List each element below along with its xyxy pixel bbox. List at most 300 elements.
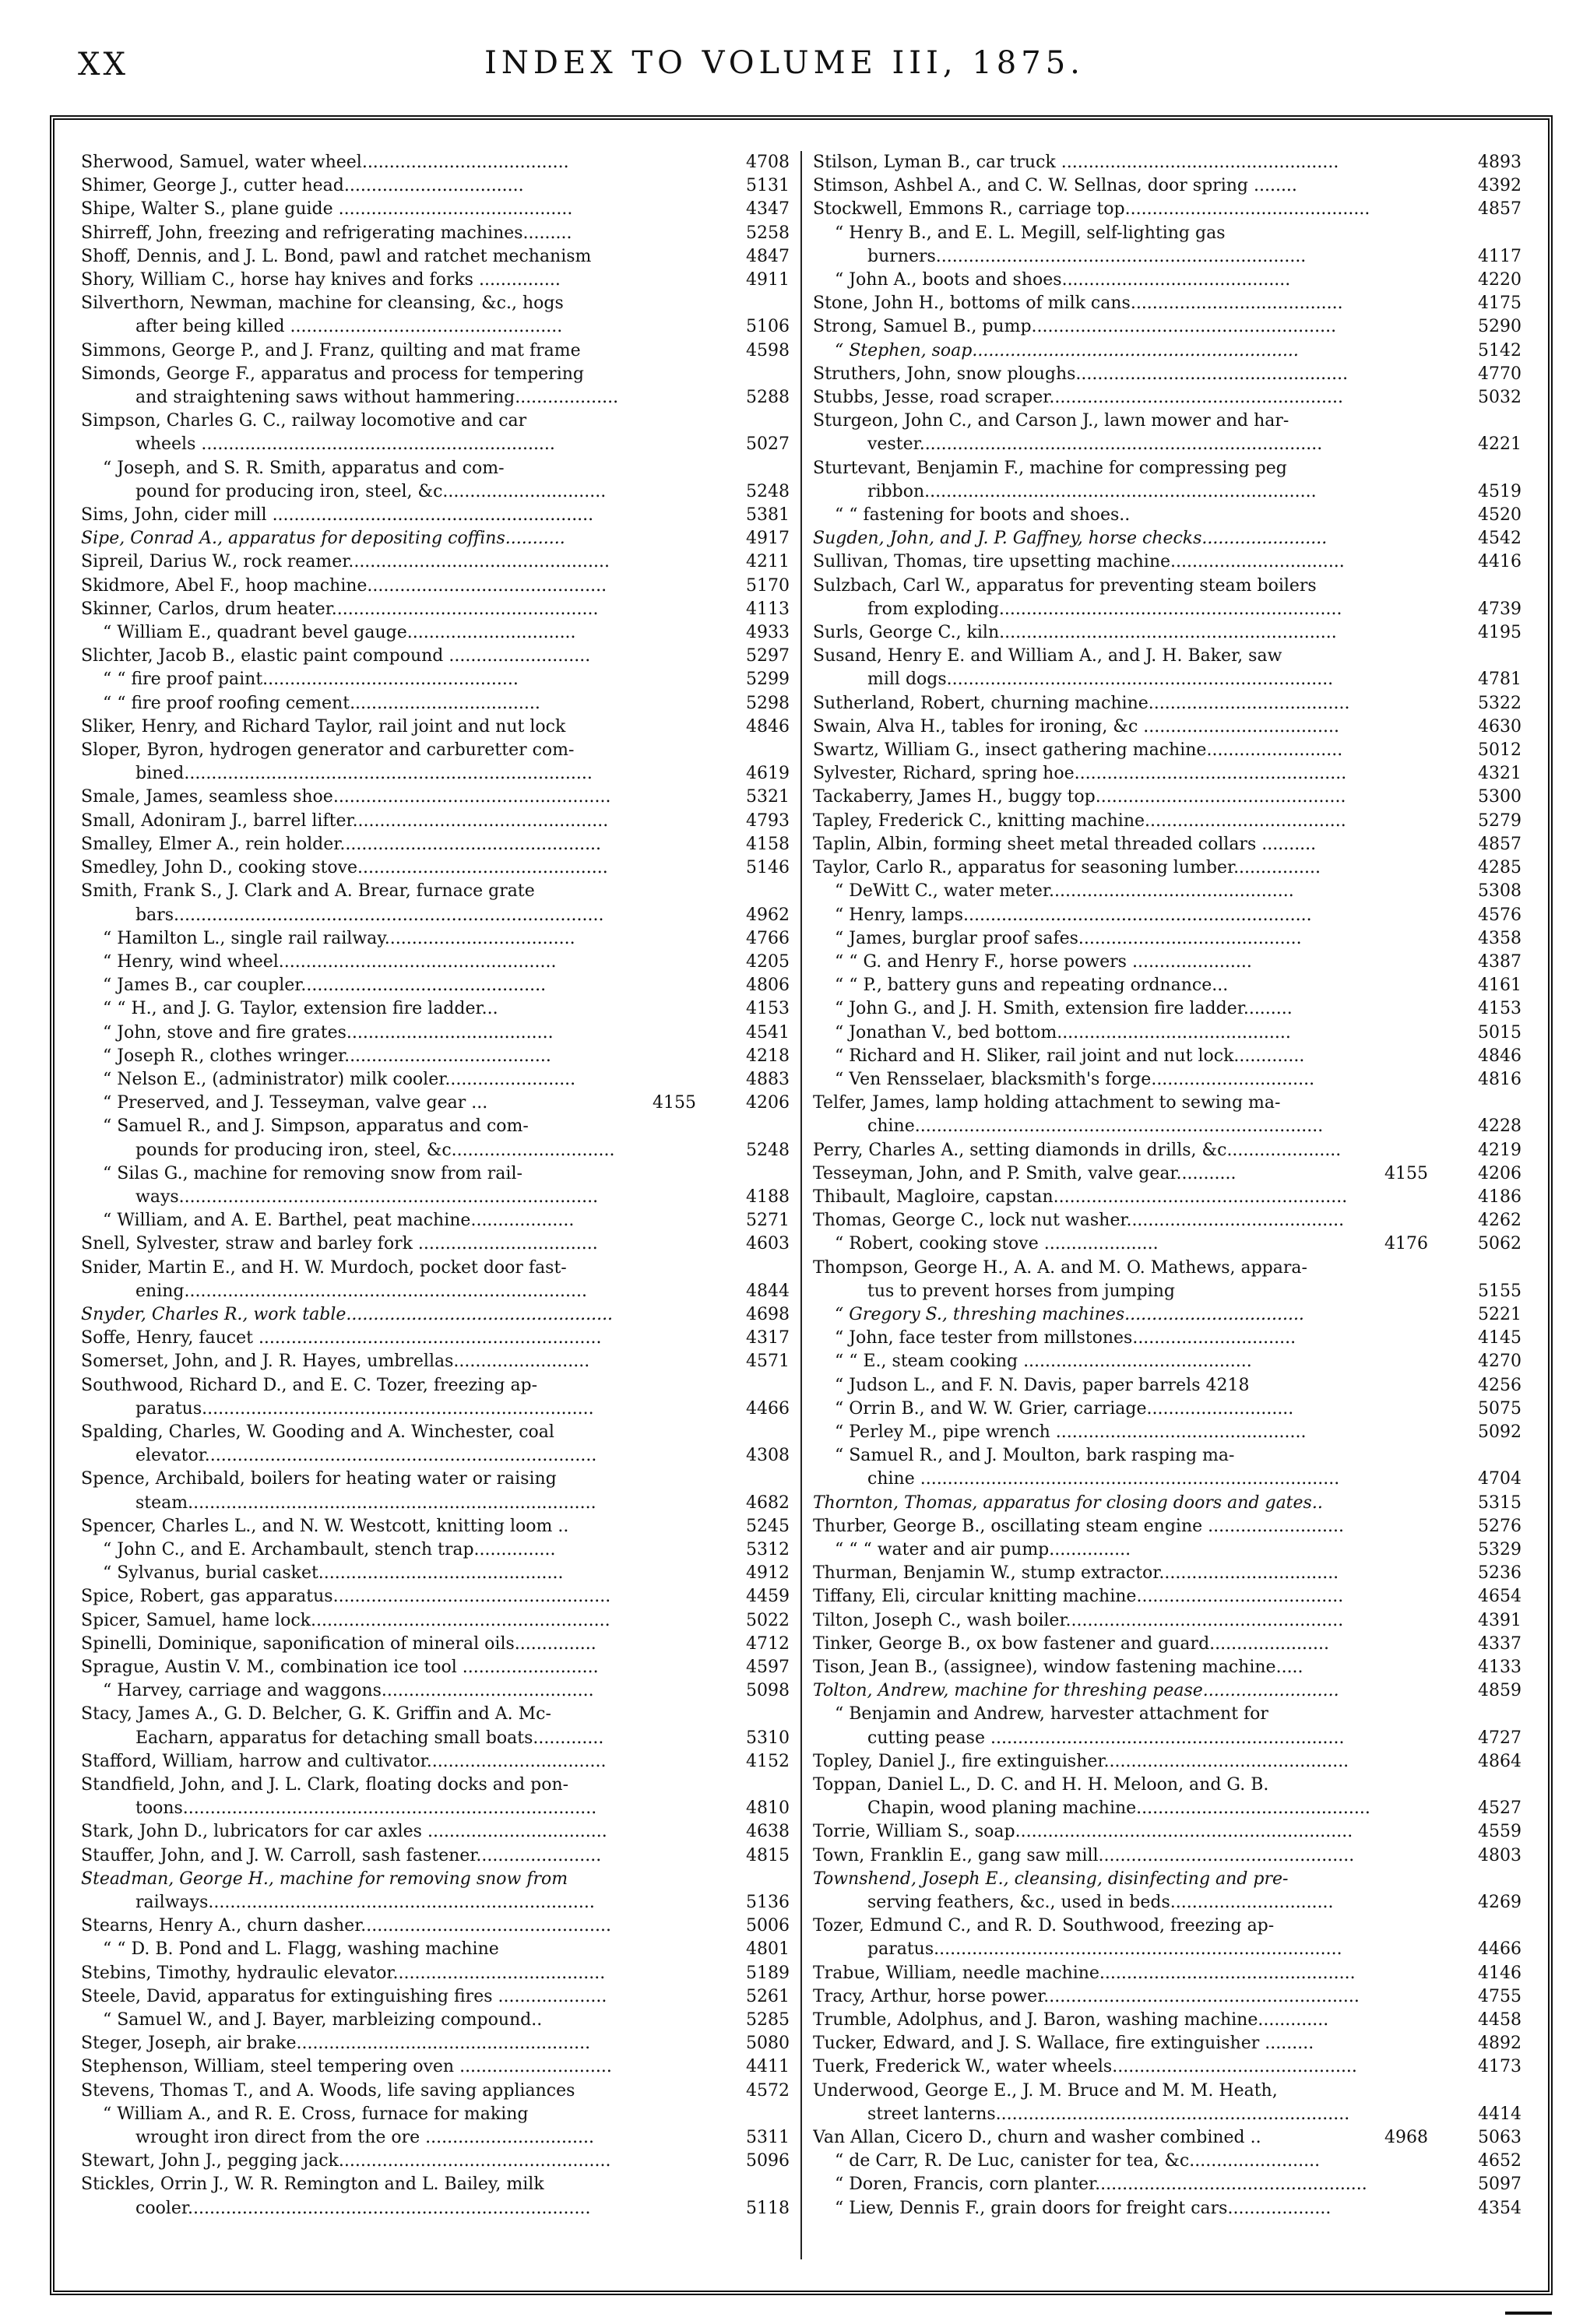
entry-page-number: 4806 [746, 976, 790, 996]
entry-text: Sherwood, Samuel, water wheel...................................... [81, 153, 569, 172]
entry-page-number: 4857 [1478, 834, 1522, 854]
entry-text: Struthers, John, snow ploughs.................................................. [813, 364, 1349, 384]
entry-text: wheels ................................................................. [135, 434, 555, 455]
index-entry [81, 880, 790, 903]
entry-page-number: 4186 [1478, 1187, 1522, 1207]
entry-page-number: 4117 [1478, 246, 1522, 266]
entry-text: Smedley, John D., cooking stove.............................................. [81, 858, 608, 878]
entry-text: Stark, John D., lubricators for car axles ................................. [81, 1822, 607, 1842]
entry-text: ways............................................................................. [135, 1187, 599, 1207]
entry-text: Stevens, Thomas T., and A. Woods, life saving appliances [81, 2080, 575, 2101]
entry-text: Sims, John, cider mill ........................................................... [81, 505, 594, 526]
entry-page-number: 5271 [746, 1211, 790, 1231]
index-entry [813, 480, 1522, 504]
entry-page-number: 4603 [746, 1234, 790, 1254]
index-entry [81, 1585, 790, 1609]
index-entry [813, 1985, 1522, 2009]
index-entry [81, 997, 790, 1021]
index-entry [81, 174, 790, 198]
index-entry [813, 974, 1522, 997]
entry-page-number: 4793 [746, 810, 790, 831]
index-entry [81, 1703, 790, 1726]
index-entry [813, 527, 1522, 550]
entry-page-number: 4228 [1478, 1116, 1522, 1137]
entry-text: “ Perley M., pipe wrench .............................................. [835, 1422, 1307, 1442]
entry-page-number: 5027 [746, 434, 790, 455]
entry-text: “ Sylvanus, burial casket............................................. [103, 1563, 564, 1584]
entry-text: “ Doren, Francis, corn planter.................................................. [835, 2175, 1367, 2195]
entry-text: Spice, Robert, gas apparatus................................................... [81, 1587, 611, 1607]
index-entry [81, 2055, 790, 2079]
index-entry [813, 1280, 1522, 1303]
entry-page-number: 4682 [746, 1492, 790, 1513]
entry-text: Stephenson, William, steel tempering oven ............................ [81, 2057, 612, 2077]
left-index-column [70, 151, 802, 2259]
entry-text: Sloper, Byron, hydrogen generator and carburetter com- [81, 740, 575, 761]
entry-text: Soffe, Henry, faucet ............................................................... [81, 1328, 602, 1348]
entry-page-number: 4113 [746, 599, 790, 619]
index-entry [813, 598, 1522, 621]
entry-text: cutting pease ................................................................. [867, 1728, 1345, 1748]
entry-page-number: 4161 [1478, 976, 1522, 996]
entry-text: “ John G., and J. H. Smith, extension fire ladder......... [835, 999, 1293, 1019]
entry-text: Steger, Joseph, air brake...................................................... [81, 2034, 591, 2054]
index-entry [813, 2080, 1522, 2103]
entry-page-number: 4206 [746, 1093, 790, 1113]
entry-text: “ Harvey, carriage and waggons....................................... [103, 1681, 594, 1701]
index-entry [81, 1162, 790, 1186]
entry-page-number: 4527 [1478, 1798, 1522, 1819]
entry-page-number: 5189 [746, 1963, 790, 1983]
entry-page-number: 5297 [746, 646, 790, 666]
entry-page-number: 5136 [746, 1893, 790, 1913]
entry-page-number: 4337 [1478, 1633, 1522, 1654]
entry-text: Tapley, Frederick C., knitting machine..................................... [813, 810, 1346, 831]
right-index-column [802, 151, 1532, 2259]
entry-page-number: 4859 [1478, 1681, 1522, 1701]
index-entry [81, 457, 790, 480]
index-entry [813, 245, 1522, 269]
index-entry [813, 1656, 1522, 1679]
entry-text: Spinelli, Dominique, saponification of mineral oils............... [81, 1633, 596, 1654]
index-entry [813, 174, 1522, 198]
entry-page-number: 4158 [746, 834, 790, 854]
entry-text: Sliker, Henry, and Richard Taylor, rail joint and nut lock [81, 716, 566, 737]
entry-text: Tolton, Andrew, machine for threshing pease......................... [813, 1681, 1339, 1701]
entry-page-number: 5015 [1478, 1022, 1522, 1042]
entry-page-number: 5258 [746, 223, 790, 243]
entry-page-number: 4816 [1478, 1069, 1522, 1089]
entry-text: chine........................................................................... [867, 1116, 1324, 1137]
entry-text: ening.......................................................................... [135, 1281, 587, 1301]
index-entry [813, 1421, 1522, 1444]
index-entry [81, 315, 790, 339]
entry-text: Small, Adoniram J., barrel lifter............................................... [81, 810, 609, 831]
entry-page-number: 4219 [1478, 1140, 1522, 1160]
entry-page-number: 4559 [1478, 1822, 1522, 1842]
index-entry [81, 1962, 790, 1985]
entry-text: “ Robert, cooking stove ..................... [835, 1234, 1159, 1254]
entry-page-number: 4391 [1478, 1610, 1522, 1630]
entry-page-number: 5285 [746, 2010, 790, 2030]
entry-text: Stickles, Orrin J., W. R. Remington and L. Bailey, milk [81, 2175, 544, 2195]
entry-text: Slichter, Jacob B., elastic paint compound .......................... [81, 646, 591, 666]
entry-text: Spicer, Samuel, hame lock....................................................... [81, 1610, 610, 1630]
index-entry [81, 621, 790, 645]
entry-text: Shirreff, John, freezing and refrigerating machines......... [81, 223, 572, 243]
entry-text: “ Gregory S., threshing machines................................. [835, 1304, 1304, 1324]
index-entry [813, 1938, 1522, 1961]
entry-text: Sipreil, Darius W., rock reamer................................................ [81, 552, 610, 572]
index-entry [81, 1820, 790, 1844]
entry-text: Smale, James, seamless shoe................................................... [81, 787, 611, 807]
index-entry [813, 1115, 1522, 1138]
entry-text: Simonds, George F., apparatus and process for tempering [81, 364, 584, 384]
index-entry [81, 1633, 790, 1656]
index-entry [813, 2009, 1522, 2032]
entry-text: Shory, William C., horse hay knives and forks ............... [81, 270, 561, 290]
entry-text: “ Judson L., and F. N. Davis, paper barrels 4218 [835, 1375, 1250, 1395]
entry-page-number: 4597 [746, 1658, 790, 1677]
entry-text: “ “ G. and Henry F., horse powers ...................... [835, 951, 1252, 972]
entry-page-number: 4598 [746, 340, 790, 360]
entry-text: Tuerk, Frederick W., water wheels............................................. [813, 2057, 1357, 2077]
entry-text: “ William, and A. E. Barthel, peat machine................... [103, 1211, 575, 1231]
index-entry [813, 1609, 1522, 1633]
entry-page-number: 4358 [1478, 928, 1522, 948]
entry-text: tus to prevent horses from jumping [867, 1281, 1175, 1301]
entry-text: Skinner, Carlos, drum heater................................................. [81, 599, 599, 619]
index-entry [813, 904, 1522, 927]
index-entry [81, 222, 790, 245]
entry-page-number: 4220 [1478, 270, 1522, 290]
entry-text: Southwood, Richard D., and E. C. Tozer, freezing ap- [81, 1375, 538, 1395]
entry-text: “ “ D. B. Pond and L. Flagg, washing machine [103, 1939, 499, 1960]
entry-page-number: 4917 [746, 529, 790, 549]
entry-text: Sturgeon, John C., and Carson J., lawn mower and har- [813, 411, 1289, 431]
entry-page-number: 4205 [746, 951, 790, 972]
entry-text: bars............................................................................... [135, 905, 604, 925]
index-entry [813, 2103, 1522, 2126]
index-entry [81, 433, 790, 456]
entry-page-number: 4152 [746, 1751, 790, 1771]
entry-page-number: 4308 [746, 1446, 790, 1466]
index-entry [81, 1891, 790, 1914]
index-entry [813, 433, 1522, 456]
entry-page-number: 4652 [1478, 2151, 1522, 2171]
entry-text: “ Henry, wind wheel................................................... [103, 951, 557, 972]
page-number: XX [78, 47, 128, 83]
index-entry [81, 1232, 790, 1256]
entry-page-number: 4766 [746, 928, 790, 948]
entry-page-number: 4638 [746, 1822, 790, 1842]
index-entry [813, 739, 1522, 762]
index-entry [813, 1797, 1522, 1820]
entry-page-number: 5096 [746, 2151, 790, 2171]
entry-text: “ de Carr, R. De Luc, canister for tea, &c........................ [835, 2151, 1321, 2171]
entry-page-number: 4576 [1478, 905, 1522, 925]
entry-text: toons............................................................................ [135, 1798, 597, 1819]
index-entry [81, 550, 790, 574]
index-entry [81, 2080, 790, 2103]
entry-page-number: 4458 [1478, 2010, 1522, 2030]
index-entry [813, 1068, 1522, 1092]
entry-text: Toppan, Daniel L., D. C. and H. H. Meloon, and G. B. [813, 1775, 1269, 1795]
index-entry [81, 1092, 790, 1115]
entry-page-number: 4466 [1478, 1939, 1522, 1960]
entry-text: Susand, Henry E. and William A., and J. H. Baker, saw [813, 646, 1282, 666]
index-entry [813, 1232, 1522, 1256]
entry-page-number: 4781 [1478, 670, 1522, 690]
entry-text: Silverthorn, Newman, machine for cleansing, &c., hogs [81, 294, 564, 314]
index-entry [813, 1633, 1522, 1656]
entry-page-number: 4347 [746, 199, 790, 220]
entry-text: cooler.......................................................................... [135, 2198, 591, 2218]
index-entry [81, 1068, 790, 1092]
entry-text: “ John C., and E. Archambault, stench trap............... [103, 1539, 556, 1559]
index-entry [81, 1186, 790, 1209]
entry-text: serving feathers, &c., used in beds.............................. [867, 1893, 1334, 1913]
index-entry [81, 269, 790, 292]
entry-page-number: 4175 [1478, 294, 1522, 314]
index-entry [813, 339, 1522, 363]
entry-page-number: 5131 [746, 176, 790, 196]
index-entry [81, 1797, 790, 1820]
index-entry [81, 1115, 790, 1138]
entry-page-number: 4206 [1478, 1163, 1522, 1183]
entry-text: Steadman, George H., machine for removing snow from [81, 1869, 568, 1889]
index-entry [813, 927, 1522, 951]
index-entry [813, 1444, 1522, 1468]
entry-page-number: 5075 [1478, 1398, 1522, 1419]
index-entry [81, 1209, 790, 1232]
entry-text: “ Samuel R., and J. Moulton, bark rasping ma- [835, 1446, 1235, 1466]
index-entry [81, 1492, 790, 1515]
entry-page-number: 5146 [746, 858, 790, 878]
entry-page-number: 5261 [746, 1986, 790, 2006]
entry-text: Thomas, George C., lock nut washer........................................ [813, 1211, 1345, 1231]
index-entry [81, 245, 790, 269]
index-entry [81, 1303, 790, 1327]
entry-text: “ Silas G., machine for removing snow from rail- [103, 1163, 522, 1183]
index-entry [81, 1257, 790, 1280]
entry-text: Thurman, Benjamin W., stump extractor................................. [813, 1563, 1339, 1584]
entry-text: “ Samuel R., and J. Simpson, apparatus and com- [103, 1116, 529, 1137]
entry-page-number: 4133 [1478, 1658, 1522, 1677]
index-entry [81, 1938, 790, 1961]
entry-page-number: 5236 [1478, 1563, 1522, 1584]
entry-text: Eacharn, apparatus for detaching small boats............. [135, 1728, 604, 1748]
index-entry [813, 1092, 1522, 1115]
entry-page-number: 4269 [1478, 1893, 1522, 1913]
entry-text: Stilson, Lyman B., car truck ................................................... [813, 153, 1339, 172]
index-entry [813, 951, 1522, 974]
entry-text: “ Jonathan V., bed bottom........................................... [835, 1022, 1291, 1042]
entry-text: ribbon........................................................................ [867, 481, 1317, 501]
entry-text: Town, Franklin E., gang saw mill............................................... [813, 1845, 1355, 1865]
index-entry [813, 1962, 1522, 1985]
index-entry [81, 1444, 790, 1468]
index-entry [81, 2197, 790, 2220]
entry-text: “ Orrin B., and W. W. Grier, carriage........................... [835, 1398, 1294, 1419]
entry-text: Stone, John H., bottoms of milk cans....................................... [813, 294, 1343, 314]
entry-page-number: 4962 [746, 905, 790, 925]
entry-page-number: 4542 [1478, 529, 1522, 549]
index-entry [813, 1727, 1522, 1750]
index-entry [813, 1139, 1522, 1162]
entry-text: Van Allan, Cicero D., churn and washer combined .. [813, 2128, 1261, 2148]
entry-text: “ Henry, lamps................................................................ [835, 905, 1312, 925]
entry-page-number: 5248 [746, 481, 790, 501]
index-entry [81, 645, 790, 668]
entry-page-number: 5276 [1478, 1516, 1522, 1536]
index-entry [813, 550, 1522, 574]
index-entry [813, 715, 1522, 739]
entry-page-number: 4844 [746, 1281, 790, 1301]
index-entry [813, 1914, 1522, 1938]
entry-page-number: 4654 [1478, 1587, 1522, 1607]
index-entry [813, 504, 1522, 527]
index-entry [813, 1257, 1522, 1280]
entry-text: Spencer, Charles L., and N. W. Westcott, knitting loom .. [81, 1516, 569, 1536]
entry-page-number: 4262 [1478, 1211, 1522, 1231]
entry-page-number: 4770 [1478, 364, 1522, 384]
index-entry [81, 1045, 790, 1068]
index-entry [81, 198, 790, 221]
entry-page-number: 5288 [746, 388, 790, 408]
entry-text: Thornton, Thomas, apparatus for closing doors and gates.. [813, 1492, 1323, 1513]
index-entry [813, 1350, 1522, 1373]
entry-page-number: 4815 [746, 1845, 790, 1865]
entry-text: paratus........................................................................ [135, 1398, 594, 1419]
entry-text: Sutherland, Robert, churning machine..................................... [813, 693, 1350, 713]
index-entry [813, 1750, 1522, 1774]
entry-page-number: 5155 [1478, 1281, 1522, 1301]
entry-text: Swain, Alva H., tables for ironing, &c .................................... [813, 716, 1340, 737]
index-entry [81, 904, 790, 927]
entry-text: chine ............................................................................. [867, 1469, 1340, 1489]
entry-text: Trumble, Adolphus, and J. Baron, washing machine............. [813, 2010, 1329, 2030]
entry-page-number: 4911 [746, 270, 790, 290]
entry-page-number: 4392 [1478, 176, 1522, 196]
entry-page-number: 4803 [1478, 1845, 1522, 1865]
entry-page-number: 5300 [1478, 787, 1522, 807]
index-entry [813, 880, 1522, 903]
index-entry [813, 363, 1522, 386]
index-entry [813, 269, 1522, 292]
index-entry [81, 951, 790, 974]
entry-text: Shoff, Dennis, and J. L. Bond, pawl and ratchet mechanism [81, 246, 592, 266]
entry-page-number: 4571 [746, 1352, 790, 1372]
entry-text: “ James, burglar proof safes......................................... [835, 928, 1302, 948]
index-entry [81, 833, 790, 856]
entry-text: Sipe, Conrad A., apparatus for depositing coffins........... [81, 529, 565, 549]
entry-page-number: 4933 [746, 623, 790, 643]
index-entry [81, 2009, 790, 2032]
entry-text: Snell, Sylvester, straw and barley fork ................................. [81, 1234, 598, 1254]
entry-text: “ William E., quadrant bevel gauge............................... [103, 623, 576, 643]
entry-page-number: 5315 [1478, 1492, 1522, 1513]
index-entry [81, 2126, 790, 2150]
index-entry [813, 1045, 1522, 1068]
entry-page-number: 4541 [746, 1022, 790, 1042]
entry-page-number: 4712 [746, 1633, 790, 1654]
entry-page-number: 4520 [1478, 505, 1522, 526]
index-entry [813, 1374, 1522, 1398]
entry-page-number: 5381 [746, 505, 790, 526]
index-entry [813, 198, 1522, 221]
entry-page-number: 5221 [1478, 1304, 1522, 1324]
entry-text: Stauffer, John, and J. W. Carroll, sash fastener....................... [81, 1845, 602, 1865]
entry-text: Snyder, Charles R., work table................................................. [81, 1304, 614, 1324]
index-entry [813, 1820, 1522, 1844]
entry-text: Steele, David, apparatus for extinguishing fires .................... [81, 1986, 607, 2006]
entry-text: “ “ fire proof paint............................................... [103, 670, 519, 690]
entry-text: Sulzbach, Carl W., apparatus for preventing steam boilers [813, 575, 1317, 596]
entry-page-number: 5308 [1478, 881, 1522, 902]
entry-text: Tesseyman, John, and P. Smith, valve gear........... [813, 1163, 1237, 1183]
index-entry [813, 1492, 1522, 1515]
entry-text: Swartz, William G., insect gathering machine......................... [813, 740, 1343, 761]
entry-page-number: 4146 [1478, 1963, 1522, 1983]
index-entry [81, 1914, 790, 1938]
entry-page-number: 4387 [1478, 951, 1522, 972]
entry-page-number: 4883 [746, 1069, 790, 1089]
entry-text: Spence, Archibald, boilers for heating water or raising [81, 1469, 557, 1489]
entry-page-number: 5097 [1478, 2175, 1522, 2195]
entry-page-number: 4519 [1478, 481, 1522, 501]
index-entry [81, 1679, 790, 1703]
index-entry [81, 1538, 790, 1562]
entry-text: burners.................................................................... [867, 246, 1307, 266]
entry-page-number: 4416 [1478, 552, 1522, 572]
index-entry [81, 575, 790, 598]
entry-text: Strong, Samuel B., pump........................................................ [813, 317, 1337, 337]
index-entry [81, 504, 790, 527]
entry-text: Thompson, George H., A. A. and M. O. Mathews, appara- [813, 1257, 1307, 1278]
entry-page-number: 5032 [1478, 388, 1522, 408]
entry-text: Somerset, John, and J. R. Hayes, umbrellas......................... [81, 1352, 590, 1372]
entry-text: Townshend, Joseph E., cleansing, disinfecting and pre- [813, 1869, 1289, 1889]
entry-page-number: 5245 [746, 1516, 790, 1536]
entry-text: “ James B., car coupler............................................. [103, 976, 547, 996]
index-entry [813, 645, 1522, 668]
entry-page-number: 5290 [1478, 317, 1522, 337]
index-entry [813, 315, 1522, 339]
index-entry [813, 1162, 1522, 1186]
entry-text: mill dogs....................................................................... [867, 670, 1334, 690]
entry-text: “ DeWitt C., water meter............................................. [835, 881, 1294, 902]
index-entry [81, 1774, 790, 1797]
entry-text: “ Joseph R., clothes wringer...................................... [103, 1046, 551, 1066]
index-entry [81, 1844, 790, 1868]
entry-page-number: 4414 [1478, 2104, 1522, 2124]
entry-text: “ Joseph, and S. R. Smith, apparatus and com- [103, 458, 505, 478]
entry-page-number: 5006 [746, 1916, 790, 1936]
entry-text: Standfield, John, and J. L. Clark, floating docks and pon- [81, 1775, 569, 1795]
index-entry [813, 2173, 1522, 2196]
entry-page-number: 5279 [1478, 810, 1522, 831]
entry-text: Smalley, Elmer A., rein holder................................................ [81, 834, 602, 854]
entry-text: “ Henry B., and E. L. Megill, self-lighting gas [835, 223, 1226, 243]
index-entry [813, 1891, 1522, 1914]
entry-secondary-page: 4155 [1384, 1163, 1428, 1183]
entry-text: Chapin, wood planing machine........................................... [867, 1798, 1370, 1819]
entry-text: “ John, face tester from millstones.............................. [835, 1328, 1296, 1348]
index-entry [813, 621, 1522, 645]
entry-text: Stafford, William, harrow and cultivator................................. [81, 1751, 607, 1771]
index-entry [81, 1350, 790, 1373]
